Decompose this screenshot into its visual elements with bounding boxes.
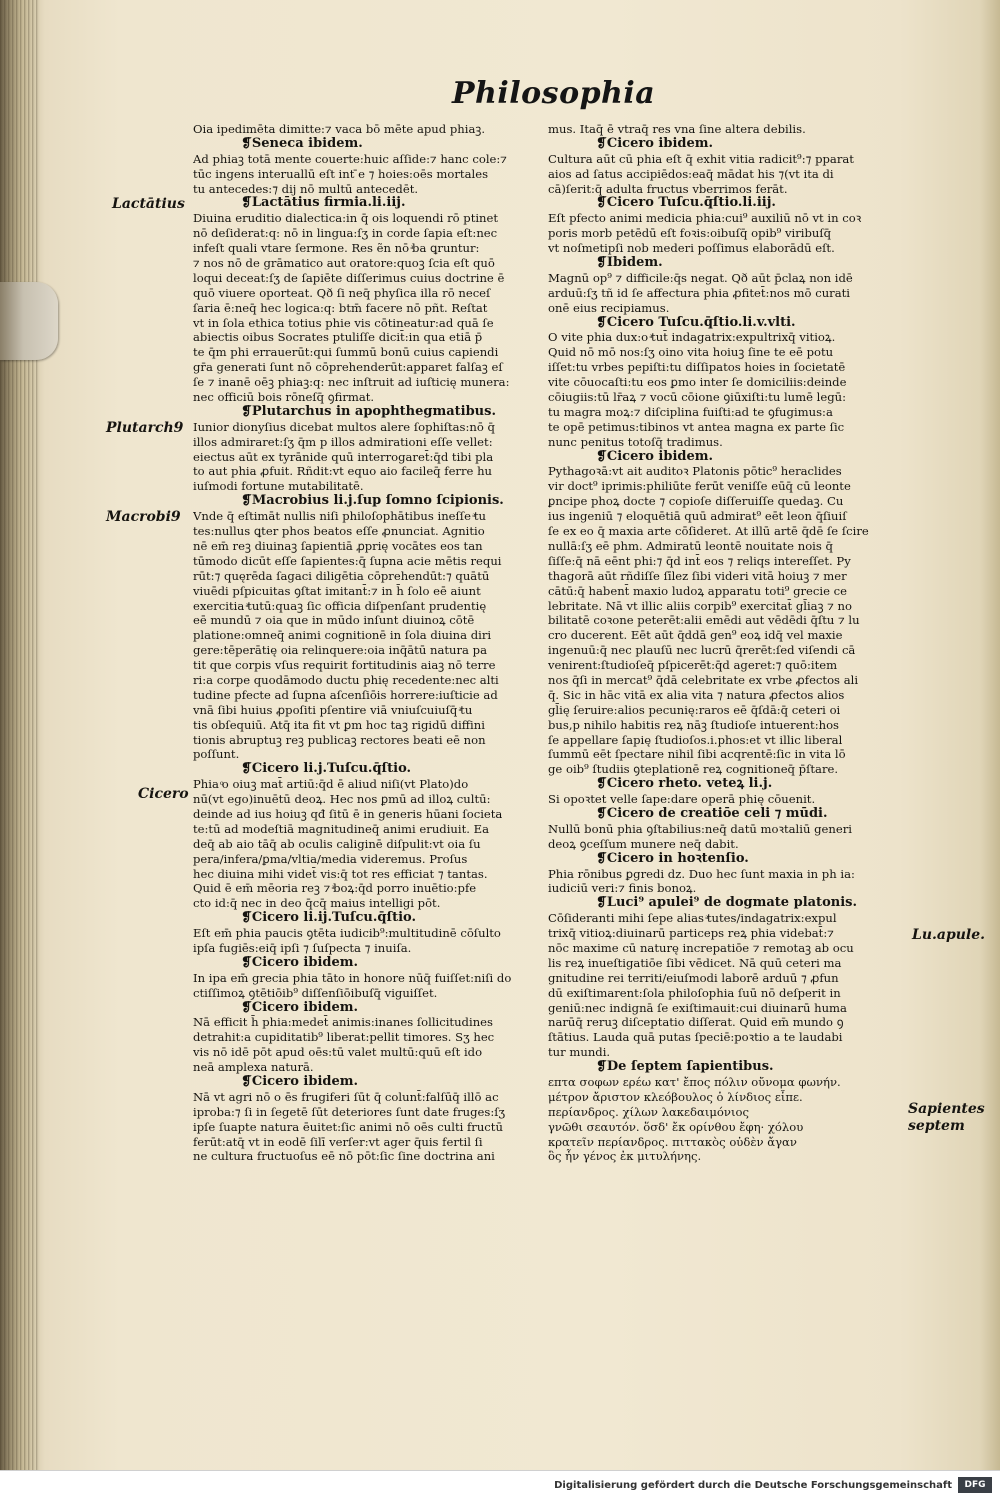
text-line: bus,p nihilo habitis reꝝ nāꝫ ſtudioſe intuerent:hos [548,717,840,732]
section-heading: ❡Lactātius firmia.li.iij. [241,196,406,211]
text-line: cā)ſerit:q̄ adulta fructus vberrimos ferāt. [548,181,788,196]
text-line: ipſa fugiēs:eiq̄ ipſi ⁊ ſuſpecta ⁊ inuiſa. [193,940,412,955]
text-line: Eſt em̄ phia paucis ꝯtēta iudicib⁹:multitudinē cōſulto [193,926,501,941]
text-line: vite cōuocaſti:tu eos ꝑmo inter ſe domiciliis:deinde [548,375,847,390]
text-line: Nullū bonū phia ꝯſtabilius:neq̄ datū moꝛtaliū generi [548,821,852,836]
text-line: narūq̄ reruꝫ diſceptatio diſſerat. Quid em̄ mundo ꝯ [548,1015,844,1030]
text-line: q̄. Sic in hāc vitā ex alia vita ⁊ natura ꝓfectos alios [548,687,845,702]
text-line: Diuina eruditio dialectica:in q̄ ois loquendi rō ptinet [193,211,499,226]
text-line: ne cultura fructuoſus eē nō pōt:ſic ſine doctrina ani [193,1149,495,1164]
section-heading: ❡Cicero ibidem. [241,1075,359,1089]
section-heading: ❡Cicero li.ij.Tuſcu.q̄ſtio. [241,911,416,926]
text-line: iſſet:tu vrbes pepiſti:tu diſſipatos hoies in ſocietatē [548,360,846,375]
text-line: te opē petimus:tibinos vt antea magna ex parte ſic [548,419,845,434]
text-line: nec officiū bois rōneſq̄ ꝯfirmat. [193,390,375,405]
section-heading: ❡Cicero ibidem. [241,1000,359,1015]
text-line: te:tū ad modeſtiā magnitudineq̄ animi erudiuit. Ea [193,821,490,836]
page-clip [0,282,58,360]
text-line: platione:omneq̄ animi cognitionē in ſola diuina diri [193,628,492,643]
text-line: περίανδρος. χίλων λακεδαιμόνιος [548,1104,749,1119]
margin-note-apuleius: Lu.apule. [912,927,986,943]
section-heading: ❡Luci⁹ apulei⁹ de dogmate platonis. [596,896,857,911]
text-line: cātū:q̄ habent̄ maxio ludoꝝ apparatu toti⁹ grecie ce [548,583,847,598]
text-line: μέτρον ἄριστον κλεόβουλος ὁ λίνδιος εἶπε. [548,1089,803,1104]
text-line: ⁊ nos nō de grāmatico aut oratore:quoꝫ ſcia eſt quō [193,256,495,271]
text-line: In ipa em̄ grecia phia tāto in honore nūq̄ fuiſſet:niſi do [193,970,512,985]
section-heading: ❡Cicero ibidem. [596,449,714,464]
text-line: nō deſiderat:q: nō in lingua:ſʒ in corde ſapia eſt:nec [193,226,498,241]
text-line: abiectis oibus Socrates ptuliſſe dicit̄:in qua etiā p̄ [193,330,483,345]
text-line: thagorā aūt rñdiſſe ſīlez ſibi videri vitā hoiuꝫ ⁊ mer [548,568,847,583]
text-line: neā amplexa naturā. [193,1060,314,1075]
text-line: bilitatē coꝛone peterēt:alii emēdi aut vēdēdi q̄ſtu ⁊ lu [548,613,860,628]
text-line: ingenuū:q̄ nec plauſū nec lucrū q̄rerēt:ſed viſendi cā [548,643,856,658]
text-line: dū exiſtimarent:ſola philoſophia ſuū nō deſperit in [548,985,841,1000]
text-line: to aut phia ꝓfuit. Rñdit:vt equo aio facileq̄ ferre hu [193,464,492,479]
text-line: ſiſſe:q̄ nā eēnt phi:⁊ q̄d int̄ eos ⁊ reliqs intereſſet. Py [548,553,851,568]
text-line: infeſt quali vtare ſermone. Res ẽn nō ͣba ꝗruntur: [193,241,480,256]
text-line: Quid ē em̄ mēoria reꝫ ⁊ ͣboꝝ:q̄d porro inuētio:pfe [193,881,477,896]
section-heading: ❡Ibidem. [596,256,663,271]
text-line: rūt:⁊ quęrēda ſagaci diligētia cōprehendūt:⁊ quātū [193,568,490,583]
digitization-footer [0,1470,1000,1500]
text-line: ſaria ē:neq̄ hec logica:q: btm̄ facere nō pñt. Reſtat [193,300,488,315]
right-text-column [548,122,910,1164]
text-line: hec diuina mihi videt̄ vis:q̄ tot res efficiat ⁊ tantas. [193,866,488,881]
text-line: tudine pfecte ad ſupna aſcenſiōis horrere:iuſticie ad [193,687,498,702]
text-line: Oia ipedimēta dimitte:⁊ vaca bō mēte apud phiaꝫ. [193,122,486,136]
text-line: ſe ⁊ inanē oēꝫ phiaꝫ:q: nec inſtruit ad iuſticię munera: [193,375,510,390]
section-heading: ❡Seneca ibidem. [241,136,363,151]
text-line: tu antecedes:⁊ dij nō multū antecedēt. [193,181,419,196]
text-line: poſſunt. [193,747,240,762]
section-heading: ❡Cicero in hoꝛtenſio. [596,851,749,866]
text-line: gl̄ię ſeruire:alios pecunię:raros eē q̄ſdā:q̄ ceteri oi [548,702,841,717]
text-line: cro ducerent. Eēt aūt q̄ddā gen⁹ eoꝝ idq̄ vel maxie [548,628,843,643]
text-line: iuſmodi fortune mutabilitatē. [193,479,364,494]
text-line: nunc penitus totoſq̄ tradimus. [548,434,723,449]
text-line: loqui deceat:ſʒ de ſapiēte diſſerimus cuius doctrine ē [193,270,505,285]
text-line: tūc ingens interuallū eſt int ̄e ⁊ hoies:oēs mortales [193,166,489,181]
running-head: Philosophia [452,76,656,111]
text-line: iproba:⁊ ſi in ſegetē ſūt deteriores ſunt date fruges:ſʒ [193,1104,506,1119]
text-line: ius ingeniū ⁊ eloquētiā quū admirat⁹ eēt leon q̄ſiuiſ [548,509,847,524]
text-line: venirent:ſtudioſeq̄ pſpicerēt:q̄d ageret:⁊ quō:item [548,658,838,673]
text-line: Iunior dionyſius dicebat multos alere ſophiſtas:nō q̄ [193,419,495,434]
section-heading: ❡Cicero ibidem. [241,955,359,970]
text-line: Phia ͦo oiuꝫ mat̄ artiū:q̄d ē aliud niſi(vt Plato)do [193,777,469,792]
text-line: nos q̄ſi in mercat⁹ q̄dā celebritate ex vrbe ꝓfectos ali [548,672,859,687]
section-heading: ❡Cicero li.j.Tuſcu.q̄ſtio. [241,762,412,777]
text-line: nōc maxime cū naturę increpatiōe ⁊ remotaꝫ ab ocu [548,940,854,955]
text-line: deq̄ ab aio tāq̄ ab oculis caliginē diſpulit:vt oia ſu [193,836,481,851]
section-heading: ❡Macrobius li.j.ſup ſomno ſcipionis. [241,494,504,509]
text-line: lebritate. Nā vt illic aliis corpib⁹ exercitat̄ gl̄iaꝫ ⁊ no [548,598,852,613]
text-line: tionis abruptuꝫ reꝫ publicaꝫ rectores beati eē non [193,732,486,747]
text-line: Vnde q̄ eſtimāt nullis niſi philoſophātibus ineſſe ͣtu [193,509,486,524]
text-line: tūmodo dicūt eſſe ſapientes:q̄ ſupna acie mētis requi [193,553,502,568]
text-line: Nā efficit h̄ phia:medet̄ animis:inanes ſollicitudines [193,1015,493,1030]
text-line: tu magra moꝝ:⁊ diſciplina fuiſti:ad te ꝯfugimus:a [548,404,833,419]
section-heading: ❡Cicero Tuſcu.q̄ſtio.li.iij. [596,196,776,211]
margin-note-cicero: Cicero [138,786,189,802]
text-line: ri:a corpe quodāmodo ductu phię recedente:nec alti [193,672,499,687]
text-line: quō viuere oporteat. Qð ſi neq̄ phyſica illa rō neceſ [193,285,491,300]
text-line: nū(vt ego)inuētū deoꝝ. Hec nos ꝑmū ad illoꝝ cultū: [193,792,491,807]
section-heading: ❡De ſeptem ſapientibus. [596,1060,774,1075]
margin-note-sapientes: Sapientes [908,1101,985,1117]
text-line: viuēdi pſpicuitas ꝯſtat imitant̄:⁊ in h̄ ſolo eē aiunt [193,583,481,598]
text-line: aios ad ſatus accipiēdos:eaq̄ mādat his ⁊(vt ita di [548,166,834,181]
text-line: ferūt:atq̄ vt in eodē ſilī verſer:vt ager q̄uis fertil ſi [193,1134,483,1149]
text-line: ꝑncipe phoꝝ docte ⁊ copioſe diſſeruiſſe quedaꝫ. Cu [548,494,844,509]
text-line: Cōſideranti mihi ſepe alias ͣtutes/indagatrix:expul [548,911,837,926]
text-line: Phia rōnibus ꝑgredi dz. Duo hec ſunt maxia in ph ia: [548,866,855,881]
text-line: vir doct⁹ iprimis:philiūte ferūt veniſſe eūq̄ cū leonte [548,479,851,494]
text-line: ipſe ſuapte natura ēuitet:ſic animi nō oēs culti fructū [193,1119,503,1134]
text-line: lis reꝝ inueſtigatiōe ſibi vēdicet. Nā quū ceteri ma [548,955,842,970]
text-line: vnā ſibi huius ꝓpoſiti pſentire viā vniuſcuiuſq̄ ͣtu [193,702,473,717]
text-line: Magnū op⁹ ⁊ difficile:q̄s negat. Qð aūt p̄claꝝ non idē [548,270,853,285]
text-line: exercitia ͣtutū:quaꝫ ſic officia diſpenſant prudentię [193,598,487,613]
section-heading: ❡Cicero ibidem. [596,136,714,151]
text-line: tis obſequiū. Atq̄ ita fit vt ꝑm hoc taꝫ rigidū diffini [193,717,485,732]
text-line: gnitudine rei territi/eiuſmodi laborē arduū ⁊ ꝓfun [548,970,839,985]
dfg-logo: DFG [958,1477,992,1493]
text-line: onē eius recipiamus. [548,300,670,315]
text-line: Cultura aūt cū phia eſt q̄ exhit vitia radicit⁹:⁊ pparat [548,151,854,166]
text-line: detrahit:a cupiditatib⁹ liberat:pellit timores. Sʒ hec [193,1030,495,1045]
text-line: arduū:ſʒ tñ id ſe affectura phia ꝓfitet̄:nos mō curati [548,285,850,300]
section-heading: ❡Cicero rheto. veteꝝ li.j. [596,777,773,792]
text-line: cōiugiis:tū lr̄aꝝ ⁊ vocū cōione ꝯiūxiſti:tu lumē legū: [548,390,847,405]
text-line: nullā:ſʒ eē phm. Admiratū leontē nouitate nois q̄ [548,538,833,553]
text-line: ſtātius. Lauda quā putas ſpeciē:poꝛtio a te laudabi [548,1030,843,1045]
margin-note-septem: septem [908,1118,965,1134]
section-heading: ❡Plutarchus in apophthegmatibus. [241,404,496,419]
text-line: Si opoꝛtet velle ſape:dare operā phię cōuenit. [548,792,816,807]
text-line: tes:nullus ꝗter phos beatos eſſe ꝓnunciat. Agnitio [193,524,485,539]
text-line: pera/infera/ꝑma/vltia/media videremus. Proſus [193,851,468,866]
text-line: tit que corpis vſus requirit fortitudinis aiaꝫ nō terre [193,658,496,673]
margin-note-plutarchus: Plutarch9 [106,420,184,436]
text-line: deinde ad ius hoiuꝫ qđ ſitū ē in generis hūani ſocieta [193,806,503,821]
text-line: nē em̄ reꝫ diuinaꝫ ſapientiā ꝓprię vocātes eos tan [193,538,483,553]
text-line: poris morb petēdū eſt foꝛis:oibuſq̄ opib⁹ viribuſq̄ [548,226,832,241]
text-line: vis nō idē pōt apud oēs:tū valet multū:quū eſt ido [193,1045,483,1060]
text-line: mus. Itaq̄ ē vtraq̄ res vna ſine altera debilis. [548,122,806,136]
text-line: ſe ex eo q̄ maxia arte cōſideret. At illū artē q̄dē ſe ſcire [548,524,869,539]
text-line: ge oib⁹ ſtudiis ꝯteplationē reꝝ cognitioneq̄ p̄ſtare. [548,762,839,777]
text-line: Eſt pfecto animi medicia phia:cui⁹ auxiliū nō vt in coꝛ [548,211,862,226]
text-line: geniū:nec indignā ſe exiſtimauit:cui diuinarū huma [548,1000,847,1015]
text-line: ctiſſimoꝝ ꝯtētiōib⁹ diſſenſiōibuſq̄ viguiſſet. [193,985,438,1000]
text-line: επτα σοφων ερέω κατ' ἔπος πόλιν οὔνομα φωνήν. [548,1075,841,1089]
text-line: gr̄a generati ſunt nō cōprehenderūt:apparet falſaꝫ eſ [193,360,503,375]
text-line: κρατεῖν περίανδρος. πιττακὸς οὐδὲν ἄγαν [548,1134,797,1149]
text-line: illos admiraret:ſʒ q̄m p illos admirationi eſſe vellet: [193,434,493,449]
text-line: trixq̄ vitioꝝ:diuinarū particeps reꝝ phia videbat̄:⁊ [548,926,834,941]
text-line: O vite phia dux:o ͣtut̄ indagatrix:expultrixq̄ vitioꝝ. [548,330,836,345]
text-line: Pythagoꝛā:vt ait auditoꝛ Platonis pōtic⁹ heraclides [548,464,842,479]
text-line: Ad phiaꝫ totā mente couerte:huic aſſide:⁊ hanc cole:⁊ [193,151,507,166]
text-line: ſe appellare ſapię ſtudioſos.i.phos:et vt illic liberal [548,732,843,747]
left-text-column [193,122,545,1164]
text-line: Nā vt agri nō o ēs frugiferi ſūt q̄ colunt̄:falſūq̄ illō ac [193,1089,499,1104]
text-line: te q̄m phi errauerūt:qui ſummū bonū cuius capiendi [193,345,499,360]
text-line: eiectus aūt ex tyrānide quū interrogaret̄:q̄d tibi pla [193,449,494,464]
text-line: γνῶθι σεαυτόν. ὅσδ' ἔκ ορίνθου ἔφη· χόλου [548,1119,804,1134]
section-heading: ❡Cicero de creatiōe celi ⁊ mūdi. [596,806,828,821]
text-line: vt in ſola ethica totius phie vis cōtineatur:ad quā ſe [193,315,494,330]
footer-credit: Digitalisierung gefördert durch die Deutsche Forschungsgemeinschaft [554,1480,952,1491]
section-heading: ❡Cicero Tuſcu.q̄ſtio.li.v.vlti. [596,315,796,330]
margin-note-lactantius: Lactātius [112,196,185,212]
text-line: ὃς ἦν γένος ἐκ μιτυλήνης. [548,1149,702,1164]
text-line: vt noſmetipſi nob mederi poſſimus elaborādū eſt. [548,241,835,256]
text-line: Quid nō mō nos:ſʒ oino vita hoiuꝫ ſine te eē potu [548,345,834,360]
text-line: tur mundi. [548,1045,611,1060]
text-line: iudiciū veri:⁊ finis bonoꝝ. [548,881,697,896]
text-line: gere:tēperātię oia relinquere:oia inq̄ātū natura pa [193,643,487,658]
page-edge-shadow [0,0,40,1499]
text-line: cto id:q̄ nec in deo q̄cq̄ maius intelligi pōt. [193,896,441,911]
text-line: ſummū eēt ſpectare nihil ſibi acqrentē:ſic in vita lō [548,747,846,762]
margin-note-macrobius: Macrobi9 [106,509,181,525]
text-line: eē mundū ⁊ oia que in mūdo inſunt diuinoꝝ cōtē [193,613,475,628]
text-line: deoꝝ ꝯceſſum munere neq̄ dabit. [548,836,739,851]
